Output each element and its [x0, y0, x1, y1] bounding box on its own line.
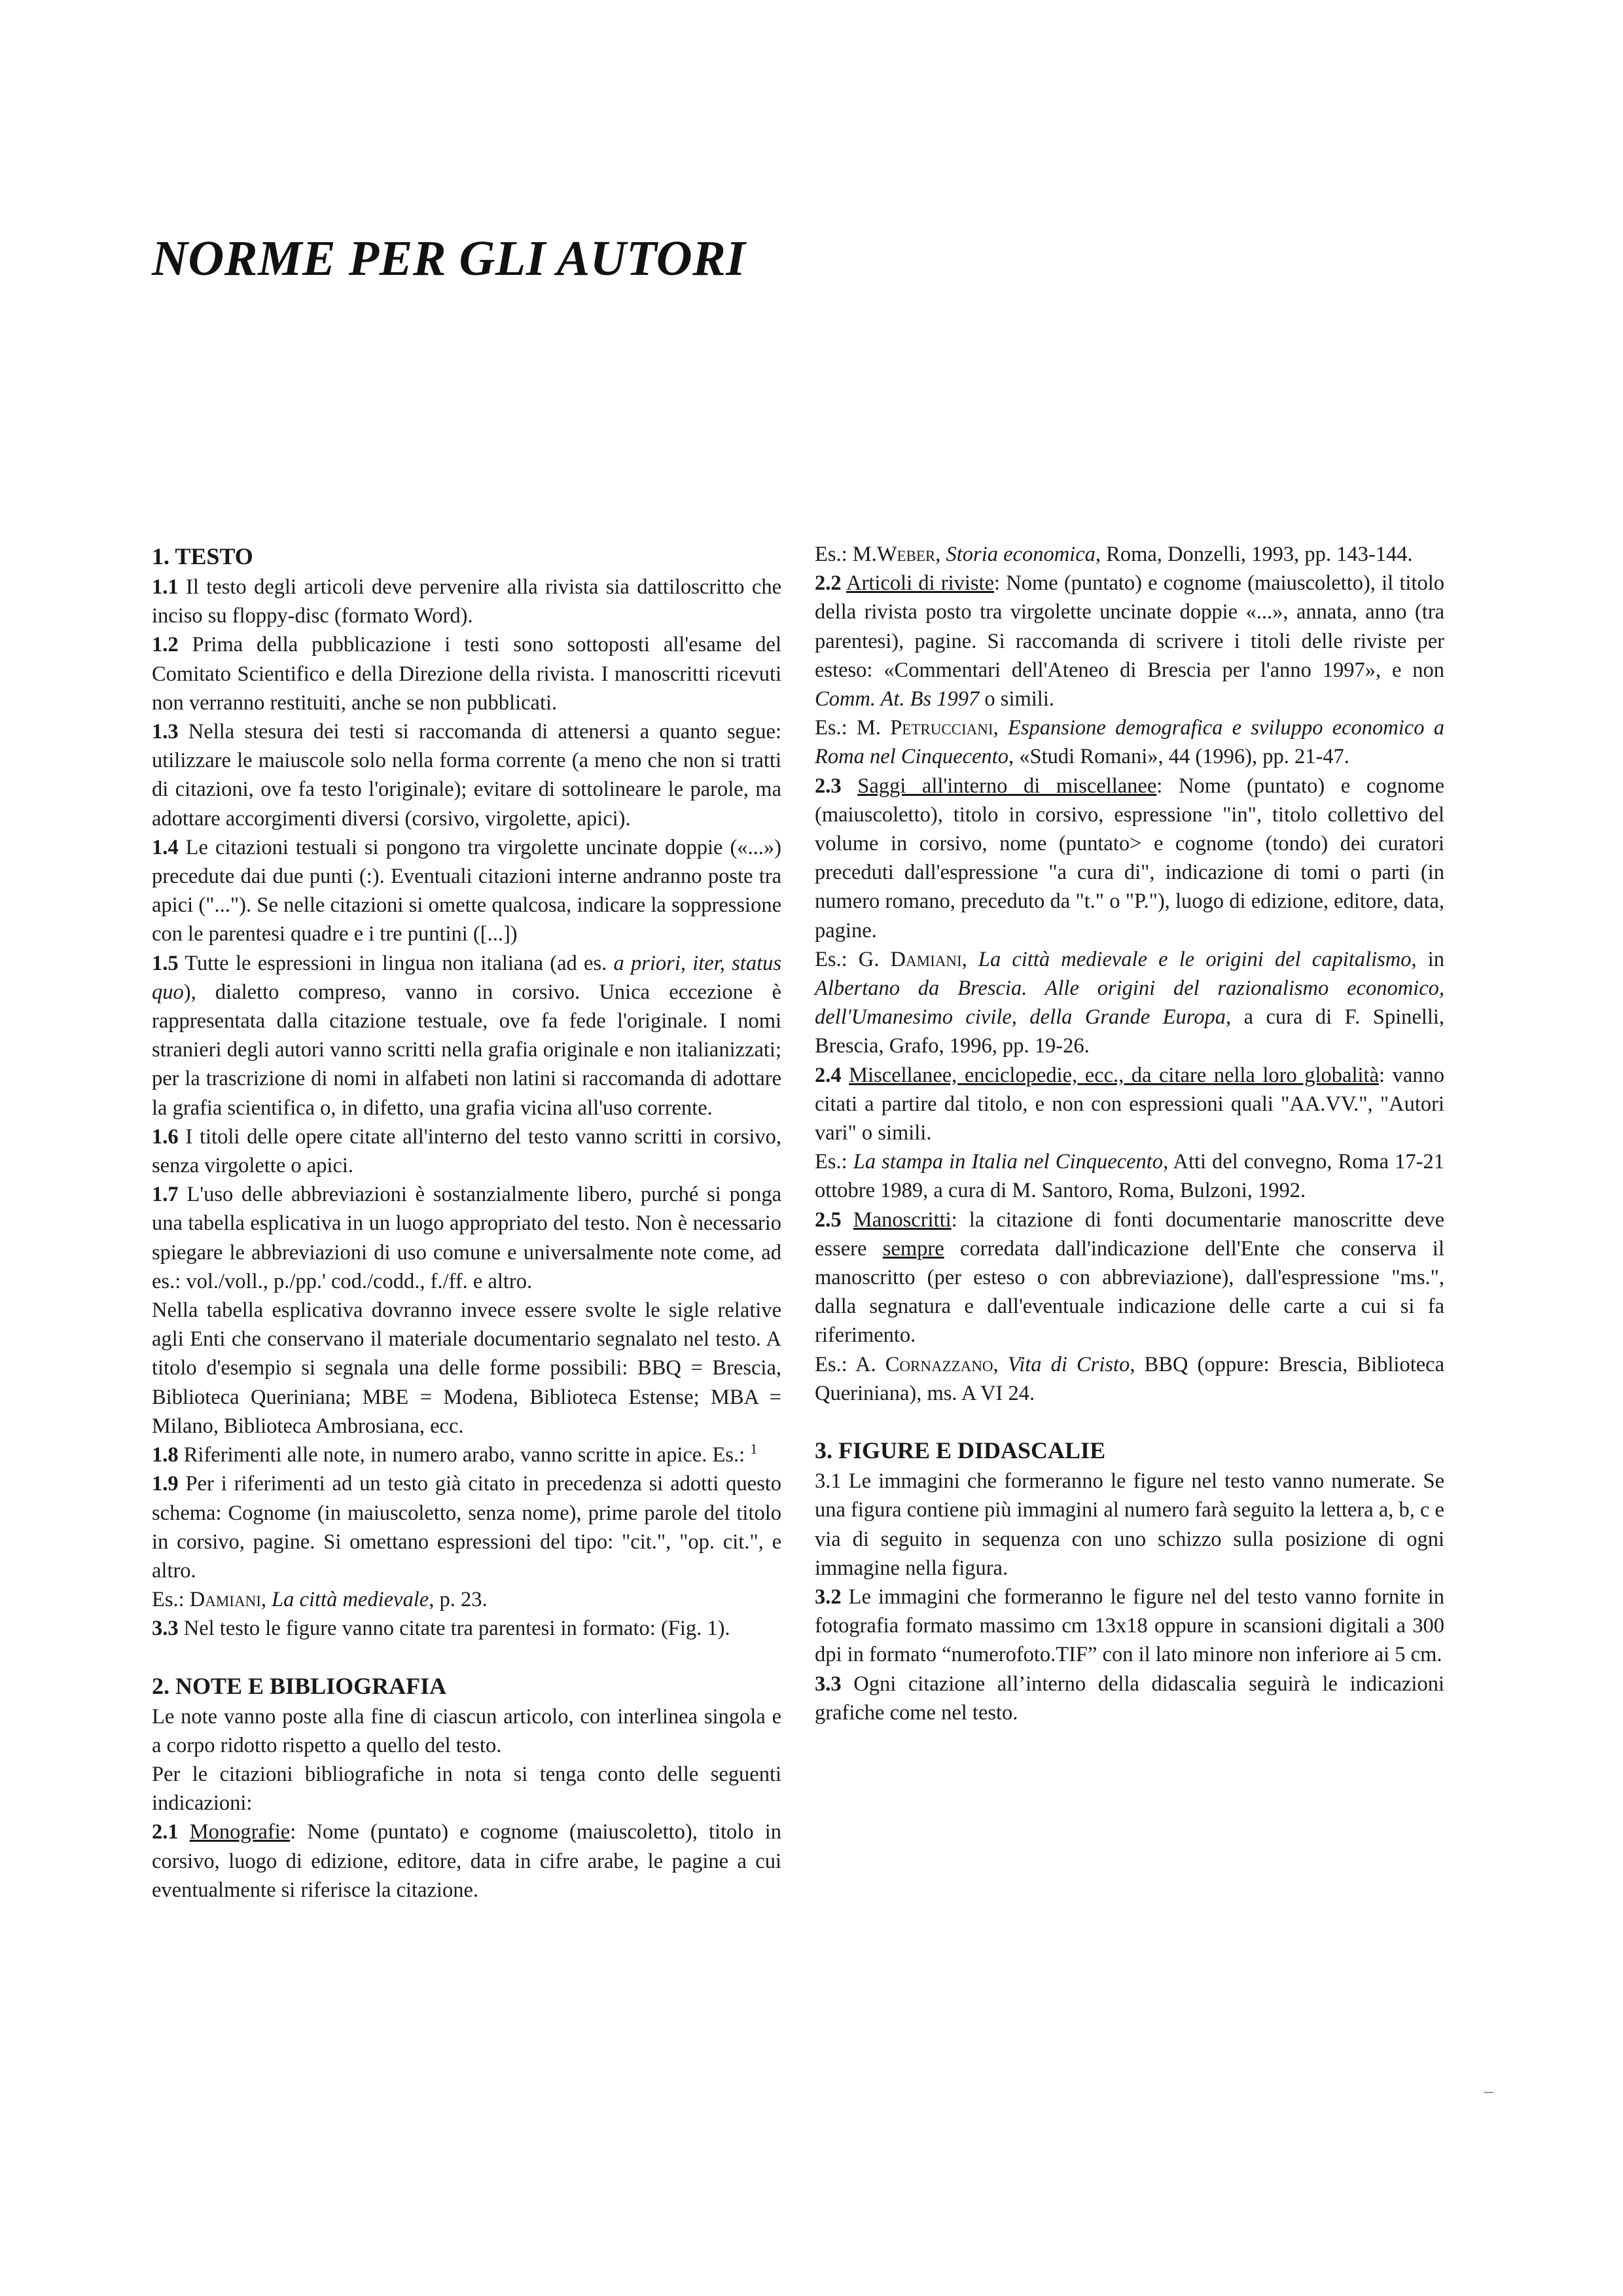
example-2-4: Es.: La stampa in Italia nel Cinquecento, Atti del convegno, Roma 17-21 ottobre 1989, a cura di M. Santoro, Roma, Bulzoni, 1992.	[815, 1150, 1445, 1203]
left-column	[152, 540, 781, 1905]
paragraph-1-8: 1.8 Riferimenti alle note, in numero arabo, vanno scritte in apice. Es.: $^1$	[152, 1441, 758, 1467]
example-2-2: Es.: M. Petrucciani, Espansione demografica e sviluppo economico a Roma nel Cinquecento, «Studi Romani», 44 (1996), pp. 21-47.	[815, 716, 1444, 769]
paragraph-1-9: 1.9 Per i riferimenti ad un testo già citato in precedenza si adotti questo schema: Cognome (in maiuscoletto, senza nome), prime parole del titolo in corsivo, pagine. Si omettano espressioni del tipo: "cit.", "op. cit.", e altro.	[152, 1472, 781, 1583]
paragraph-3-3-figures-citation: 3.3 Nel testo le figure vanno citate tra parentesi in formato: (Fig. 1).	[152, 1617, 730, 1641]
example-2-5: Es.: A. Cornazzano, Vita di Cristo, BBQ (oppure: Brescia, Biblioteca Queriniana), ms. A VI 24.	[815, 1352, 1445, 1405]
paragraph-2-3: 2.3 Saggi all'interno di miscellanee: Nome (puntato) e cognome (maiuscoletto), titolo in corsivo, espressione "in", titolo collettivo del volume in corsivo, nome (puntato> e cognome (tondo) dei curatori preceduti dall'espressione "a cura di", indicazione di tomi o parti (in numero romano, preceduto da "t." o "P."), luogo di edizione, editore, data, pagine.	[815, 774, 1444, 942]
paragraph-1-1: 1.1 Il testo degli articoli deve pervenire alla rivista sia dattiloscritto che inciso su floppy-disc (formato Word).	[152, 575, 781, 628]
page-title: NORME PER GLI AUTORI	[152, 231, 746, 286]
paragraph-3-1: 3.1 Le immagini che formeranno le figure nel testo vanno numerate. Se una figura contiene più immagini al numero farà seguito la lettera a, b, c e via di seguito in sequenza con uno schizzo sulla posizione di ogni immagine nella figura.	[815, 1469, 1444, 1580]
paragraph-1-3: 1.3 Nella stesura dei testi si raccomanda di attenersi a quanto segue: utilizzare le maiuscole solo nella forma corrente (a meno che non si tratti di citazioni, ove fa testo l'originale); evitare di sottolineare le parole, ma adottare accorgimenti diversi (corsivo, virgolette, apici).	[152, 720, 781, 831]
right-column	[815, 540, 1444, 1727]
paragraph-2-4: 2.4 Miscellanee, enciclopedie, ecc., da citare nella loro globalità: vanno citati a partire dal titolo, e non con espressioni quali "AA.VV.", "Autori vari" o simili.	[815, 1063, 1444, 1145]
section-heading-testo: 1. TESTO	[152, 543, 253, 569]
paragraph-1-7-continued: Nella tabella esplicativa dovranno invece essere svolte le sigle relative agli Enti che conservano il materiale documentario segnalato nel testo. A titolo d'esempio si segnala una delle forme possibili: BBQ = Brescia, Biblioteca Queriniana; MBE = Modena, Biblioteca Estense; MBA = Milano, Biblioteca Ambrosiana, ecc.	[152, 1299, 781, 1438]
paragraph-2-5: 2.5 Manoscritti: la citazione di fonti documentarie manoscritte deve essere sempre corredata dall'indicazione dell'Ente che conserva il manoscritto (per esteso o con abbreviazione), dall'espressione "ms.", dalla segnatura e dall'eventuale indicazione delle carte a cui si fa riferimento.	[815, 1208, 1445, 1348]
footnote-marker: 1	[750, 1441, 758, 1458]
paragraph-3-3: 3.3 Ogni citazione all’interno della didascalia seguirà le indicazioni grafiche come nel testo.	[815, 1672, 1444, 1725]
example-1-9: Es.: Damiani, La città medievale, p. 23.	[152, 1588, 488, 1612]
page-corner-mark	[1484, 2092, 1493, 2093]
paragraph-1-6: 1.6 I titoli delle opere citate all'interno del testo vanno scritti in corsivo, senza virgolette o apici.	[152, 1124, 781, 1178]
section-heading-note-bibliografia: 2. NOTE E BIBLIOGRAFIA	[152, 1672, 447, 1699]
paragraph-2-2: 2.2 Articoli di riviste: Nome (puntato) e cognome (maiuscoletto), il titolo della rivista posto tra virgolette uncinate doppie «...», annata, anno (tra parentesi), pagine. Si raccomanda di scrivere i titoli delle riviste per esteso: «Commentari dell'Ateneo di Brescia per l'anno 1997», e non Comm. At. Bs 1997 o simili.	[815, 571, 1444, 711]
citations-intro: Per le citazioni bibliografiche in nota si tenga conto delle seguenti indicazioni:	[152, 1762, 781, 1816]
paragraph-3-2: 3.2 Le immagini che formeranno le figure nel del testo vanno fornite in fotografia formato massimo cm 13x18 oppure in scansioni digitali a 300 dpi in formato “numerofoto.TIF” con il lato minore non inferiore ai 5 cm.	[815, 1585, 1444, 1667]
example-2-3: Es.: G. Damiani, La città medievale e le origini del capitalismo, in Albertano da Brescia. Alle origini del razionalismo economico, dell'Umanesimo civile, della Grande Europa, a cura di F. Spinelli, Brescia, Grafo, 1996, pp. 19-26.	[815, 947, 1445, 1058]
section-heading-figure-didascalie: 3. FIGURE E DIDASCALIE	[815, 1437, 1106, 1464]
paragraph-1-7: 1.7 L'uso delle abbreviazioni è sostanzialmente libero, purché si ponga una tabella esplicativa in un luogo appropriato del testo. Non è necessario spiegare le abbreviazioni di uso comune e universalmente note come, ad es.: vol./voll., p./pp.' cod./codd., f./ff. e altro.	[152, 1183, 781, 1293]
paragraph-1-5: 1.5 Tutte le espressioni in lingua non italiana (ad es. a priori, iter, status quo), dialetto compreso, vanno in corsivo. Unica eccezione è rappresentata dalla citazione testuale, ove fa fede l'originale. I nomi stranieri degli autori vanno scritti nella grafia originale e non italianizzati; per la trascrizione di nomi in alfabeti non latini si raccomanda di adottare la grafia scientifica o, in difetto, una grafia vicina all'uso corrente.	[152, 951, 781, 1120]
notes-intro: Le note vanno poste alla fine di ciascun articolo, con interlinea singola e a corpo ridotto rispetto a quello del testo.	[152, 1704, 781, 1757]
paragraph-1-2: 1.2 Prima della pubblicazione i testi sono sottoposti all'esame del Comitato Scientifico e della Direzione della rivista. I manoscritti ricevuti non verranno restituiti, anche se non pubblicati.	[152, 633, 781, 715]
paragraph-1-4: 1.4 Le citazioni testuali si pongono tra virgolette uncinate doppie («...») precedute dai due punti (:). Eventuali citazioni interne andranno poste tra apici ("..."). Se nelle citazioni si omette qualcosa, indicare la soppressione con le parentesi quadre e i tre puntini ([...])	[152, 835, 781, 946]
example-2-1: Es.: M.Weber, Storia economica, Roma, Donzelli, 1993, pp. 143-144.	[815, 543, 1413, 566]
paragraph-2-1: 2.1 Monografie: Nome (puntato) e cognome (maiuscoletto), titolo in corsivo, luogo di edizione, editore, data in cifre arabe, le pagine a cui eventualmente si riferisce la citazione.	[152, 1820, 781, 1902]
